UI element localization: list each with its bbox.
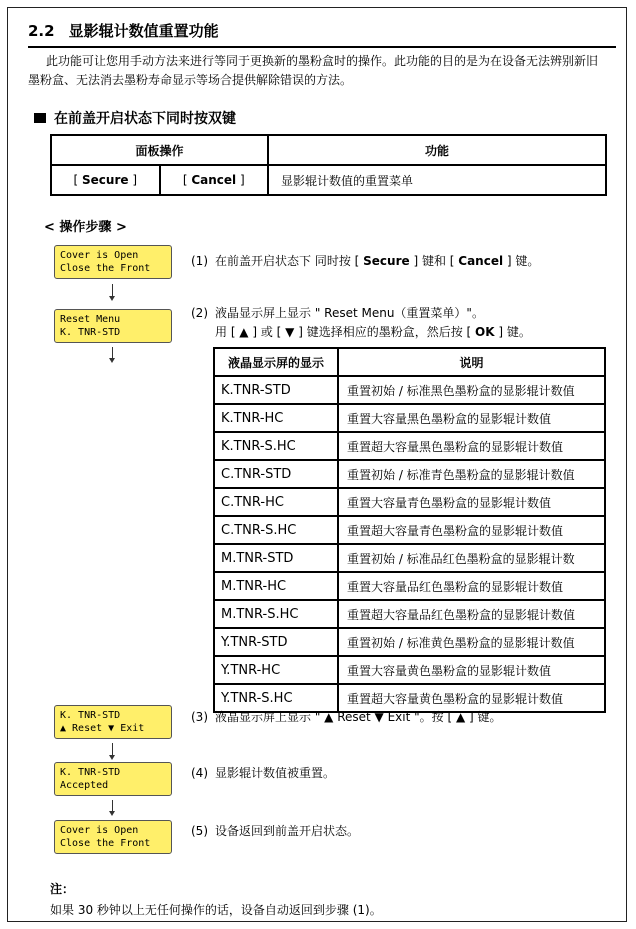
table-row	[214, 432, 605, 460]
note-heading: 注：	[50, 882, 75, 896]
step-2	[191, 304, 531, 342]
lcd-line: Accepted	[60, 780, 109, 791]
ok-key-label: OK	[475, 325, 495, 339]
lcd-display-cell: Y.TNR-S.HC	[214, 684, 338, 712]
lcd-display-cell: K.TNR-S.HC	[214, 432, 338, 460]
table-row	[214, 600, 605, 628]
lcd-display-cell: Y.TNR-STD	[214, 628, 338, 656]
step-text: 用 [ ▲ ] 或 [ ▼ ] 键选择相应的墨粉盒，然后按 [	[215, 325, 476, 339]
arrow-down-icon	[112, 347, 113, 359]
lcd-display-cell: M.TNR-S.HC	[214, 600, 338, 628]
lcd-display-header: 液晶显示屏的显示	[214, 348, 338, 376]
step-number: (1)	[191, 254, 208, 268]
intro-paragraph: 此功能可让您用手动方法来进行等同于更换新的墨粉盒时的操作。此功能的目的是为在设备无法辨别新旧墨粉盒、无法消去墨粉寿命显示等场合提供解除错误的方法。	[28, 54, 599, 87]
lcd-display-cell: C.TNR-HC	[214, 488, 338, 516]
lcd-line: Reset Menu	[60, 314, 121, 325]
step-number: (3)	[191, 710, 208, 724]
note-text: 如果 30 秒钟以上无任何操作的话，设备自动返回到步骤 (1)。	[50, 903, 382, 917]
lcd-line: K. TNR-STD	[60, 327, 121, 338]
step-text: 设备返回到前盖开启状态。	[215, 824, 360, 838]
step-text: ] 键。	[494, 325, 531, 339]
description-cell: 重置大容量青色墨粉盒的显影辊计数值	[338, 488, 605, 516]
table-row	[214, 572, 605, 600]
lcd-display-5	[54, 820, 172, 854]
step-3	[191, 708, 501, 727]
table-row	[214, 404, 605, 432]
description-cell: 重置超大容量品红色墨粉盒的显影辊计数值	[338, 600, 605, 628]
description-cell: 重置初始 / 标准品红色墨粉盒的显影辊计数	[338, 544, 605, 572]
description-cell: 重置大容量黄色墨粉盒的显影辊计数值	[338, 656, 605, 684]
secure-key-label: Secure	[363, 254, 410, 268]
lcd-display-2	[54, 309, 172, 343]
subheading	[34, 108, 236, 128]
function-cell: 显影辊计数值的重置菜单	[268, 165, 606, 195]
step-text: ] 键和 [	[409, 254, 459, 268]
step-text: 液晶显示屏上显示 " Reset Menu（重置菜单）"。	[215, 306, 484, 320]
section-title-text: 显影辊计数值重置功能	[68, 22, 219, 40]
lcd-line: Cover is Open	[60, 250, 139, 261]
step-text: ] 键。	[503, 254, 540, 268]
panel-op-header: 面板操作	[51, 135, 268, 165]
table-row	[214, 516, 605, 544]
arrow-down-icon	[112, 284, 113, 297]
step-text: 在前盖开启状态下 同时按 [	[215, 254, 364, 268]
lcd-line: Close the Front	[60, 263, 151, 274]
description-cell: 重置大容量黑色墨粉盒的显影辊计数值	[338, 404, 605, 432]
lcd-display-cell: C.TNR-STD	[214, 460, 338, 488]
lcd-display-cell: K.TNR-HC	[214, 404, 338, 432]
description-cell: 重置初始 / 标准黑色墨粉盒的显影辊计数值	[338, 376, 605, 404]
secure-key-cell: [ Secure ]	[51, 165, 160, 195]
arrow-down-icon	[112, 800, 113, 812]
table-row	[214, 376, 605, 404]
description-cell: 重置初始 / 标准黄色墨粉盒的显影辊计数值	[338, 628, 605, 656]
square-bullet-icon	[34, 113, 46, 123]
lcd-display-3	[54, 705, 172, 739]
description-header: 说明	[338, 348, 605, 376]
step-4	[191, 764, 335, 783]
lcd-display-cell: K.TNR-STD	[214, 376, 338, 404]
table-row	[214, 544, 605, 572]
description-cell: 重置超大容量黑色墨粉盒的显影辊计数值	[338, 432, 605, 460]
cancel-key-label: Cancel	[191, 173, 237, 187]
table-row	[214, 460, 605, 488]
description-cell: 重置大容量品红色墨粉盒的显影辊计数值	[338, 572, 605, 600]
step-text: 液晶显示屏上显示 " ▲ Reset ▼ Exit "。按 [ ▲ ] 键。	[215, 710, 502, 724]
step-number: (5)	[191, 824, 208, 838]
step-5	[191, 822, 359, 841]
lcd-line: Cover is Open	[60, 825, 139, 836]
description-cell: 重置超大容量黄色墨粉盒的显影辊计数值	[338, 684, 605, 712]
table-row	[51, 165, 606, 195]
table-header-row	[51, 135, 606, 165]
lcd-display-cell: M.TNR-STD	[214, 544, 338, 572]
table-row	[214, 628, 605, 656]
lcd-table-body	[214, 376, 605, 712]
arrow-down-icon	[112, 743, 113, 756]
step-number: (4)	[191, 766, 208, 780]
lcd-display-4	[54, 762, 172, 796]
lcd-line: Close the Front	[60, 838, 151, 849]
step-1	[191, 252, 539, 271]
lcd-display-cell: C.TNR-S.HC	[214, 516, 338, 544]
cancel-key-cell: [ Cancel ]	[160, 165, 269, 195]
lcd-display-1	[54, 245, 172, 279]
function-header: 功能	[268, 135, 606, 165]
description-cell: 重置超大容量青色墨粉盒的显影辊计数值	[338, 516, 605, 544]
title-rule	[28, 46, 616, 48]
lcd-display-cell: M.TNR-HC	[214, 572, 338, 600]
section-title	[28, 20, 219, 41]
description-cell: 重置初始 / 标准青色墨粉盒的显影辊计数值	[338, 460, 605, 488]
lcd-line: ▲ Reset ▼ Exit	[60, 723, 145, 734]
step-text: 显影辊计数值被重置。	[215, 766, 336, 780]
step-number: (2)	[191, 306, 208, 320]
table-row	[214, 656, 605, 684]
secure-key-label: Secure	[82, 173, 129, 187]
subheading-text: 在前盖开启状态下同时按双键	[54, 111, 236, 127]
lcd-line: K. TNR-STD	[60, 710, 121, 721]
lcd-display-cell: Y.TNR-HC	[214, 656, 338, 684]
lcd-line: K. TNR-STD	[60, 767, 121, 778]
steps-heading: < 操作步骤 >	[44, 220, 127, 235]
panel-operation-table	[50, 134, 607, 196]
section-number: 2.2	[28, 22, 55, 40]
document-page	[7, 7, 627, 922]
table-header-row	[214, 348, 605, 376]
cancel-key-label: Cancel	[458, 254, 504, 268]
table-row	[214, 488, 605, 516]
lcd-display-table	[213, 347, 606, 713]
